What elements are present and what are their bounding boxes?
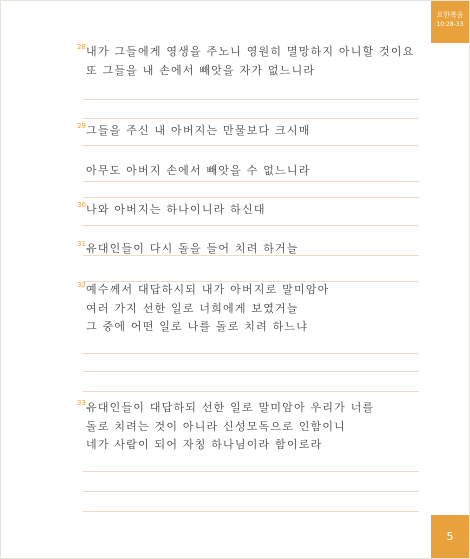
verse-line: 내가 그들에게 영생을 주노니 영원히 멸망하지 아니할 것이요 [86, 45, 415, 58]
ruled-line [83, 145, 419, 146]
verse-line: 예수께서 대답하시되 내가 아버지로 말미암아 [86, 283, 330, 296]
ruled-line [83, 197, 419, 198]
ruled-line [83, 225, 419, 226]
verse-line: 그 중에 어떤 일로 나를 돌로 치려 하느냐 [86, 320, 309, 333]
verse-line: 네가 사람이 되어 자칭 하나님이라 함이로라 [86, 438, 323, 451]
verse-line: 유대인들이 다시 돌을 들어 치려 하거늘 [86, 242, 299, 255]
verse-number: 32 [77, 281, 86, 289]
ruled-line [83, 371, 419, 372]
verse-line: 돌로 치려는 것이 아니라 신성모독으로 인함이니 [86, 420, 347, 433]
verse-number: 33 [77, 399, 86, 407]
ruled-line [83, 471, 419, 472]
ruled-line [83, 281, 419, 282]
verse-line: 아무도 아버지 손에서 빼앗을 수 없느니라 [86, 164, 311, 177]
verse-range: 10:28-33 [436, 21, 464, 28]
ruled-line [83, 491, 419, 492]
verse-number: 31 [77, 240, 86, 248]
verse-number: 29 [77, 122, 86, 130]
verse-line: 여러 가지 선한 일로 너희에게 보였거늘 [86, 302, 299, 315]
verse-line: 그들을 주신 내 아버지는 만물보다 크시매 [86, 124, 311, 137]
ruled-line [83, 511, 419, 512]
ruled-line [83, 353, 419, 354]
ruled-line [83, 391, 419, 392]
page-number: 5 [431, 515, 469, 558]
verse-line: 유대인들이 대답하되 선한 일로 말미암아 우리가 너를 [86, 401, 375, 414]
verse-number: 30 [77, 201, 86, 209]
ruled-line [83, 118, 419, 119]
book-title: 요한복음 [436, 11, 464, 19]
ruled-line [83, 181, 419, 182]
ruled-line [83, 99, 419, 100]
verse-number: 28 [77, 43, 86, 51]
verse-line: 나와 아버지는 하나이니라 하신대 [86, 203, 266, 216]
chapter-tab [431, 1, 469, 43]
verse-line: 또 그들을 내 손에서 빼앗을 자가 없느니라 [86, 64, 316, 77]
